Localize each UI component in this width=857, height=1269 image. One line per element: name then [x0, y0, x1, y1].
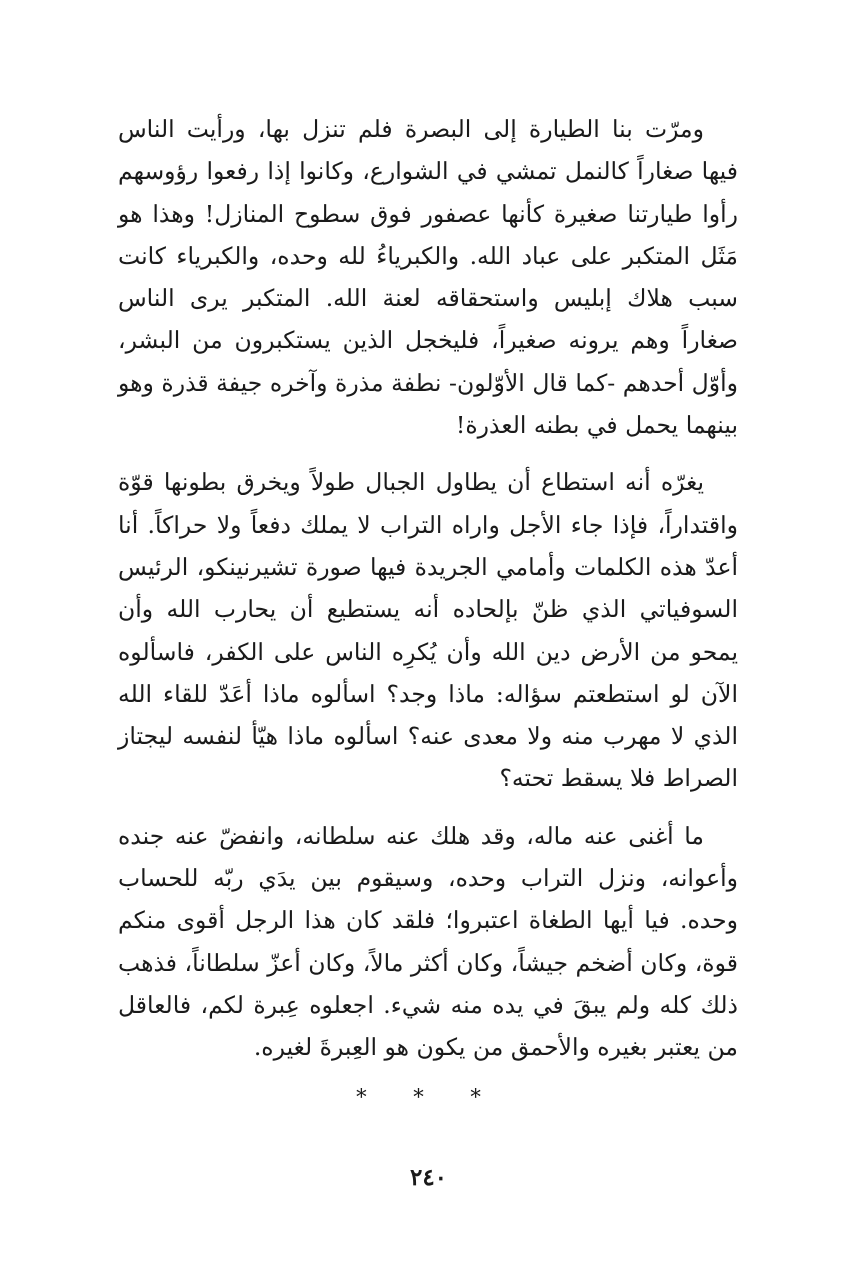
section-separator: * * *: [356, 1085, 501, 1109]
paragraph-1: ومرّت بنا الطيارة إلى البصرة فلم تنزل بها، ورأيت الناس فيها صغاراً كالنمل تمشي في الشوارع، وكانوا إذا رفعوا رؤوسهم رأوا طيارتنا صغيرة كأنها عصفور فوق سطوح المنازل! وهذا هو مَثَل المتكبر على عباد الله. والكبرياءُ لله وحده، والكبرياء كانت سبب هلاك إبليس واستحقاقه لعنة الله. المتكبر يرى الناس صغاراً وهم يرونه صغيراً، فليخجل الذين يستكبرون من البشر، وأوّل أحدهم -كما قال الأوّلون- نطفة مذرة وآخره جيفة قذرة وهو بينهما يحمل في بطنه العذرة!: [118, 115, 738, 440]
paragraph-3: ما أغنى عنه ماله، وقد هلك عنه سلطانه، وانفضّ عنه جنده وأعوانه، ونزل التراب وحده، وسيقوم بين يدَي ربّه للحساب وحده. فيا أيها الطغاة اعتبروا؛ فلقد كان هذا الرجل أقوى منكم قوة، وكان أضخم جيشاً، وكان أكثر مالاً، وكان أعزّ سلطاناً، فذهب ذلك كله ولم يبقَ في يده منه شيء. اجعلوه عِبرة لكم، فالعاقل من يعتبر بغيره والأحمق من يكون هو العِبرةَ لغيره.: [118, 821, 738, 1062]
paragraph-2: يغرّه أنه استطاع أن يطاول الجبال طولاً ويخرق بطونها قوّة واقتداراً، فإذا جاء الأجل واراه التراب لا يملك دفعاً ولا حراكاً. أنا أعدّ هذه الكلمات وأمامي الجريدة فيها صورة تشيرنينكو، الرئيس السوفياتي الذي ظنّ بإلحاده أنه يستطيع أن يحارب الله وأن يمحو من الأرض دين الله وأن يُكرِه الناس على الكفر، فاسألوه الآن لو استطعتم سؤاله: ماذا وجد؟ اسألوه ماذا أعَدّ للقاء الله الذي لا مهرب منه ولا معدى عنه؟ اسألوه ماذا هيّأ لنفسه ليجتاز الصراط فلا يسقط تحته؟: [118, 468, 738, 793]
page-body: [118, 108, 738, 1084]
page-number: ٢٤٠: [409, 1164, 448, 1191]
